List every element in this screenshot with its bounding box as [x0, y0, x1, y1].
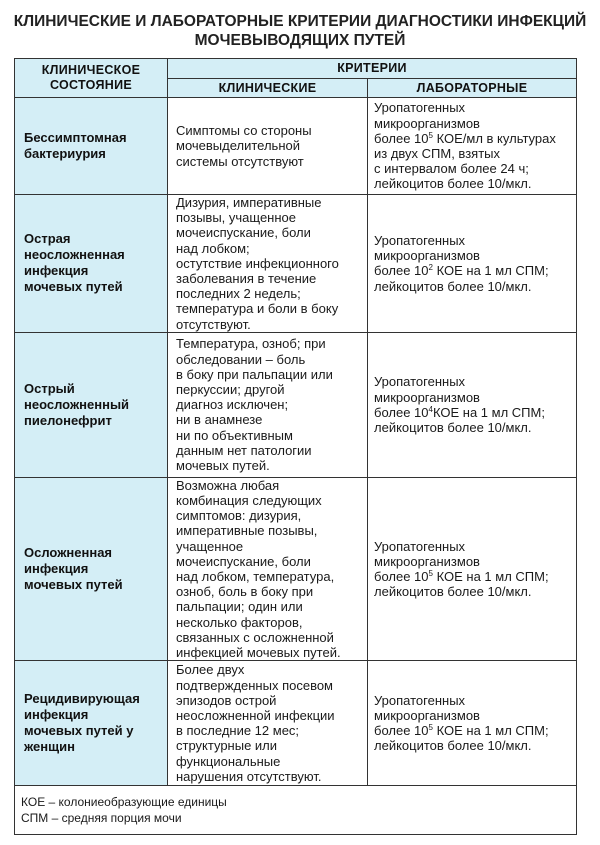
- clinical-text: мочевых путей.: [176, 458, 270, 474]
- clinical-text: императивные позывы,: [176, 523, 318, 539]
- state-text: мочевых путей: [24, 577, 123, 593]
- clinical-cell: [168, 332, 368, 477]
- clinical-text: связанных с осложненной: [176, 629, 334, 645]
- footer-row: [15, 786, 577, 835]
- lab-text: Уропатогенных: [374, 100, 466, 116]
- lab-text: Уропатогенных: [374, 374, 466, 390]
- lab-text: лейкоцитов более 10/мкл.: [374, 176, 532, 192]
- clinical-text: позывы, учащенное: [176, 210, 297, 226]
- header-state: [15, 59, 168, 98]
- clinical-text: Симптомы со стороны: [176, 123, 312, 139]
- clinical-cell: [168, 195, 368, 333]
- lab-text: лейкоцитов более 10/мкл.: [374, 420, 532, 436]
- header-state-line-2: СОСТОЯНИЕ: [49, 78, 133, 92]
- footnote-koe: КОЕ – колониеобразующие единицы: [21, 795, 227, 810]
- state-text: пиелонефрит: [24, 412, 112, 428]
- state-text: Бессимптомная: [24, 130, 127, 145]
- state-cell: [15, 98, 168, 195]
- lab-text: микроорганизмов: [374, 115, 480, 131]
- state-text: женщин: [24, 739, 75, 755]
- state-text: инфекция: [24, 707, 89, 723]
- state-text: Острая: [24, 231, 71, 247]
- clinical-text: остутствие инфекционного: [176, 255, 339, 271]
- state-text: бактериурия: [24, 146, 106, 161]
- lab-text: [374, 263, 576, 278]
- state-cell: [15, 332, 168, 477]
- title-line-1: КЛИНИЧЕСКИЕ И ЛАБОРАТОРНЫЕ КРИТЕРИИ ДИАГНОСТИКИ ИНФЕКЦИЙ: [13, 13, 587, 30]
- state-text: Осложненная: [24, 545, 113, 561]
- lab-text: Уропатогенных: [374, 233, 466, 248]
- state-text: неосложненный: [24, 396, 130, 412]
- lab-text-part: КОЕ на 1 мл СПМ;: [432, 404, 545, 420]
- table-row: [15, 477, 577, 660]
- lab-text-part: более 10: [374, 263, 429, 279]
- clinical-text: заболевания в течение: [176, 271, 317, 287]
- clinical-text: ни по объективным: [176, 427, 293, 443]
- clinical-text: в боку при пальпации или: [176, 366, 333, 382]
- clinical-text: мочеиспускание, боли: [176, 553, 311, 569]
- clinical-text: неосложненной инфекции: [176, 708, 335, 724]
- lab-text: микроорганизмов: [374, 708, 480, 724]
- lab-text: [374, 405, 576, 420]
- clinical-text: эпизодов острой: [176, 692, 277, 708]
- lab-exponent: 5: [428, 569, 433, 579]
- header-row-1: [15, 59, 577, 79]
- state-cell: [15, 661, 168, 786]
- state-text: инфекция: [24, 263, 89, 279]
- lab-text: лейкоцитов более 10/мкл.: [374, 738, 532, 754]
- clinical-text: Дизурия, императивные: [176, 195, 322, 210]
- lab-text: лейкоцитов более 10/мкл.: [374, 584, 532, 600]
- lab-text-part: более 10: [374, 404, 429, 420]
- clinical-text: учащенное: [176, 538, 244, 554]
- state-text: мочевых путей: [24, 279, 123, 295]
- clinical-text: над лобком, температура,: [176, 569, 335, 585]
- clinical-text: данным нет патологии: [176, 442, 312, 458]
- lab-text-part: КОЕ на 1 мл СПМ;: [432, 569, 549, 585]
- lab-text: из двух СПМ, взятых: [374, 146, 500, 161]
- lab-text-part: КОЕ на 1 мл СПМ;: [432, 723, 549, 739]
- state-cell: [15, 477, 168, 660]
- header-state-line-1: КЛИНИЧЕСКОЕ: [41, 63, 141, 77]
- clinical-text: нарушения отсутствуют.: [176, 768, 322, 784]
- page-title: [10, 12, 590, 50]
- lab-text: Уропатогенных: [374, 538, 466, 554]
- title-line-2: МОЧЕВЫВОДЯЩИХ ПУТЕЙ: [194, 32, 406, 49]
- lab-text: [374, 723, 576, 738]
- lab-text: [374, 131, 576, 146]
- lab-exponent: 5: [428, 130, 433, 140]
- state-text: инфекция: [24, 561, 89, 577]
- clinical-text: мочеиспускание, боли: [176, 225, 311, 241]
- lab-text-part: более 10: [374, 723, 429, 739]
- clinical-text: Возможна любая: [176, 477, 280, 493]
- lab-text: микроорганизмов: [374, 389, 480, 405]
- table-row: [15, 195, 577, 333]
- lab-text: лейкоцитов более 10/мкл.: [374, 278, 532, 294]
- lab-exponent: 2: [428, 263, 433, 273]
- clinical-text: над лобком;: [176, 240, 250, 256]
- header-criteria: КРИТЕРИИ: [168, 59, 577, 79]
- lab-text-part: КОЕ/мл в культурах: [432, 130, 556, 146]
- clinical-text: обследовании – боль: [176, 351, 306, 367]
- footnotes: [15, 786, 577, 835]
- lab-exponent: 4: [428, 404, 433, 414]
- clinical-text: структурные или: [176, 738, 278, 754]
- lab-text: с интервалом более 24 ч;: [374, 161, 529, 177]
- clinical-text: подтвержденных посевом: [176, 677, 333, 693]
- clinical-text: перкуссии; другой: [176, 382, 285, 398]
- clinical-text: последних 2 недель;: [176, 286, 301, 302]
- lab-exponent: 5: [428, 723, 433, 733]
- clinical-text: ни в анамнезе: [176, 412, 263, 428]
- lab-text: [374, 569, 576, 584]
- clinical-text: температура и боли в боку: [176, 301, 339, 317]
- state-text: Рецидивирующая: [24, 691, 140, 707]
- state-text: неосложненная: [24, 247, 125, 263]
- lab-text: микроорганизмов: [374, 553, 480, 569]
- clinical-text: отсутствуют.: [176, 316, 251, 332]
- clinical-text: озноб, боль в боку при: [176, 584, 314, 600]
- lab-text: микроорганизмов: [374, 248, 480, 264]
- clinical-cell: [168, 98, 368, 195]
- table-row: [15, 332, 577, 477]
- state-text: мочевых путей у: [24, 723, 134, 739]
- clinical-text: симптомов: дизурия,: [176, 508, 302, 524]
- laboratory-cell: [368, 195, 577, 333]
- clinical-cell: [168, 477, 368, 660]
- criteria-table: [14, 58, 577, 835]
- clinical-text: функциональные: [176, 753, 281, 769]
- lab-text-part: более 10: [374, 130, 429, 146]
- clinical-text: Более двух: [176, 662, 245, 678]
- header-clinical: КЛИНИЧЕСКИЕ: [168, 79, 368, 98]
- clinical-text: Температура, озноб; при: [176, 336, 326, 352]
- lab-text-part: более 10: [374, 569, 429, 585]
- clinical-text: в последние 12 мес;: [176, 723, 300, 739]
- laboratory-cell: [368, 477, 577, 660]
- state-cell: [15, 195, 168, 333]
- clinical-text: несколько факторов,: [176, 614, 303, 630]
- clinical-text: диагноз исключен;: [176, 397, 289, 413]
- table-row: [15, 661, 577, 786]
- table-row: [15, 98, 577, 195]
- laboratory-cell: [368, 332, 577, 477]
- clinical-text: системы отсутствуют: [176, 153, 304, 169]
- header-laboratory: ЛАБОРАТОРНЫЕ: [368, 79, 577, 98]
- clinical-text: пальпации; один или: [176, 599, 303, 615]
- clinical-text: комбинация следующих: [176, 493, 322, 509]
- clinical-text: мочевыделительной: [176, 138, 301, 154]
- clinical-text: инфекцией мочевых путей.: [176, 645, 341, 661]
- footnote-spm: СПМ – средняя порция мочи: [21, 811, 182, 826]
- lab-text-part: КОЕ на 1 мл СПМ;: [432, 263, 549, 279]
- laboratory-cell: [368, 98, 577, 195]
- laboratory-cell: [368, 661, 577, 786]
- lab-text: Уропатогенных: [374, 692, 466, 708]
- state-text: Острый: [24, 380, 75, 396]
- clinical-cell: [168, 661, 368, 786]
